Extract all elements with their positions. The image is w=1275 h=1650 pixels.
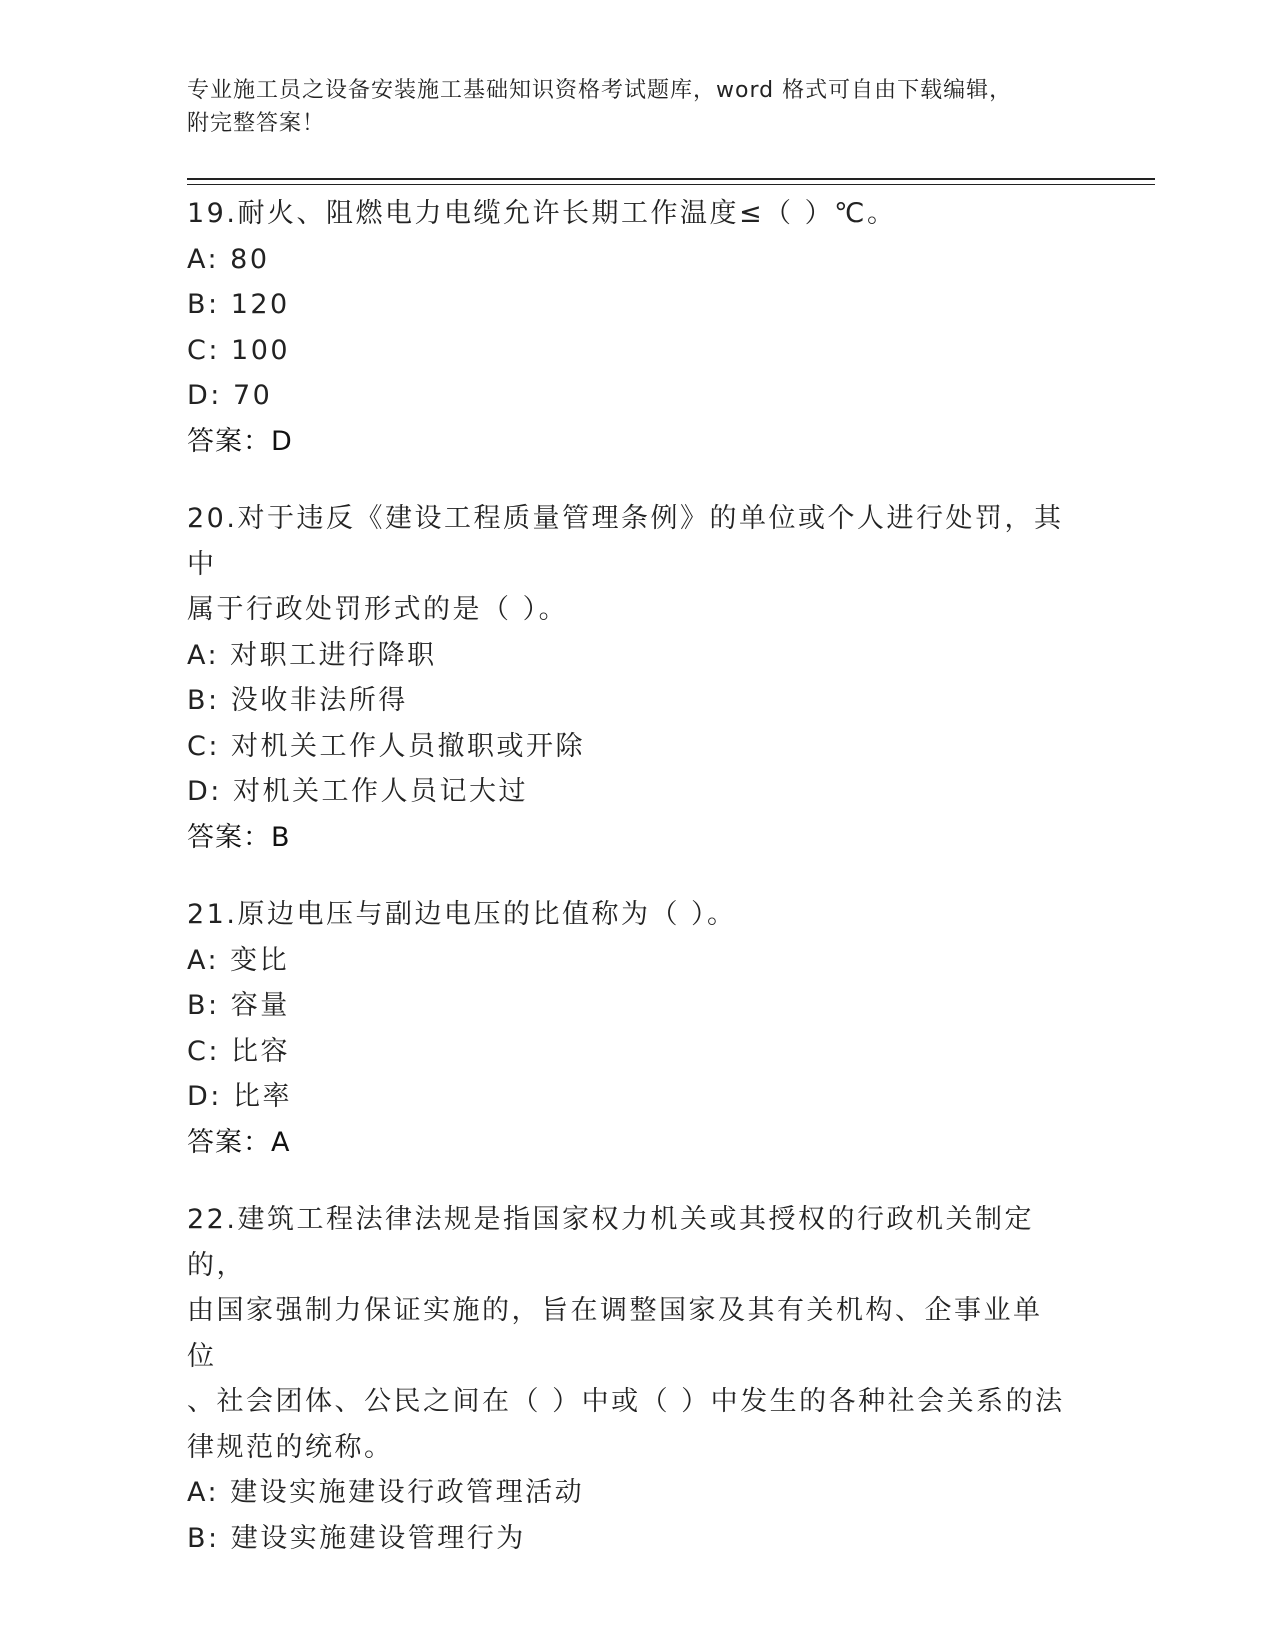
- header-divider-thick: [187, 178, 1155, 180]
- document-page: [187, 0, 1155, 1650]
- answer-label: 答案：: [187, 821, 271, 853]
- option-d: D: 比率: [187, 1081, 292, 1112]
- question-stem: 21.原边电压与副边电压的比值称为（ ）。: [187, 899, 737, 930]
- answer-value: D: [271, 425, 293, 457]
- option-c: C: 对机关工作人员撤职或开除: [187, 730, 586, 762]
- answer-line: [187, 1120, 1067, 1166]
- question-list: [187, 191, 1067, 1593]
- option-b: B: 120: [187, 289, 290, 320]
- header-title-line-2: 附完整答案！: [187, 111, 326, 136]
- option-b: B: 建设实施建设管理行为: [187, 1522, 526, 1554]
- answer-line: [187, 815, 1067, 861]
- question-stem: 19.耐火、阻燃电力电缆允许长期工作温度≤（ ）℃。: [187, 198, 897, 229]
- question-19: [187, 191, 1067, 464]
- option-b: B: 容量: [187, 990, 290, 1021]
- answer-value: A: [271, 1126, 291, 1158]
- question-stem-line-1: 22.建筑工程法律法规是指国家权力机关或其授权的行政机关制定的，: [187, 1204, 1034, 1281]
- option-d: D: 对机关工作人员记大过: [187, 776, 528, 807]
- header-divider-thin: [187, 184, 1155, 185]
- option-a: A: 80: [187, 243, 270, 275]
- question-22: [187, 1197, 1067, 1561]
- question-stem-line-4: 律规范的统称。: [187, 1431, 394, 1463]
- question-20: [187, 496, 1067, 860]
- question-stem-line-2: 由国家强制力保证实施的，旨在调整国家及其有关机构、企事业单位: [187, 1295, 1043, 1372]
- document-header: [187, 74, 1067, 140]
- option-a: A: 对职工进行降职: [187, 639, 437, 671]
- question-21: [187, 892, 1067, 1165]
- option-a: A: 变比: [187, 944, 290, 976]
- header-title-line-1: 专业施工员之设备安装施工基础知识资格考试题库，word 格式可自由下载编辑，: [187, 78, 1013, 103]
- question-stem-line-1: 20.对于违反《建设工程质量管理条例》的单位或个人进行处罚，其中: [187, 503, 1064, 580]
- question-stem-line-3: 、社会团体、公民之间在（ ）中或（ ）中发生的各种社会关系的法: [187, 1386, 1065, 1417]
- answer-label: 答案：: [187, 1126, 271, 1158]
- option-d: D: 70: [187, 380, 273, 411]
- option-c: C: 100: [187, 334, 291, 366]
- option-c: C: 比容: [187, 1035, 291, 1067]
- answer-label: 答案：: [187, 425, 271, 457]
- question-stem-line-2: 属于行政处罚形式的是（ ）。: [187, 594, 569, 625]
- answer-line: [187, 419, 1067, 465]
- option-a: A: 建设实施建设行政管理活动: [187, 1477, 585, 1508]
- answer-value: B: [271, 821, 291, 853]
- option-b: B: 没收非法所得: [187, 685, 408, 716]
